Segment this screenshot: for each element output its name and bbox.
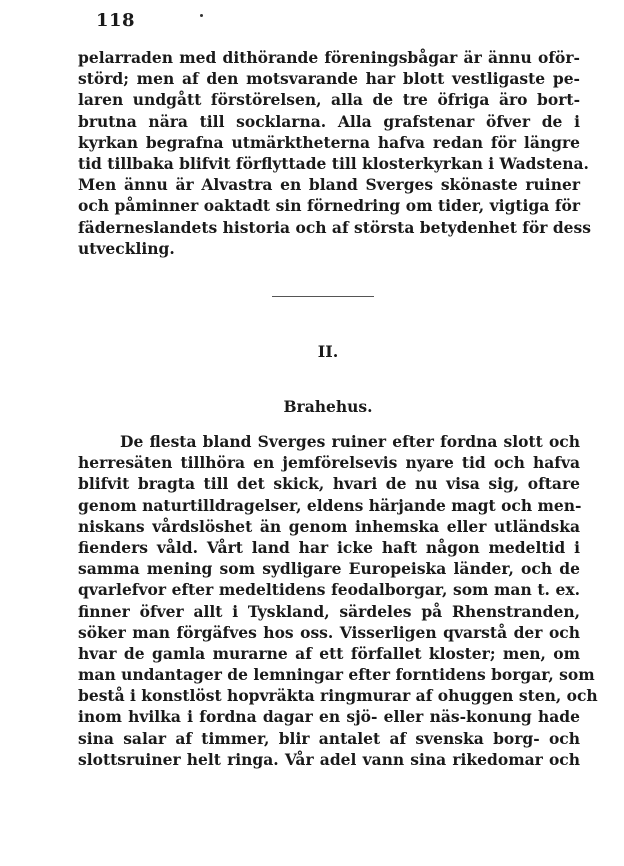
text-line: pelarraden med dithörande föreningsbågar är ännu oför- — [78, 48, 580, 67]
section-divider — [272, 296, 374, 297]
text-line: hvar de gamla murarne af ett förfallet kloster; men, om — [78, 643, 580, 663]
text-line: störd; men af den motsvarande har blott vestligaste pe- — [78, 69, 580, 89]
text-line: och påminner oaktadt sin förnedring om tider, vigtiga för — [78, 196, 580, 216]
text-line: söker man förgäfves hos oss. Visserligen qvarstå der och — [78, 622, 580, 642]
paragraph-1 — [78, 47, 591, 259]
text-line: man undantager de lemningar efter forntidens borgar, som — [78, 665, 595, 685]
text-line: blifvit bragta till det skick, hvari de nu visa sig, oftare — [78, 474, 580, 494]
section-number: II. — [317, 342, 339, 361]
paragraph-2 — [78, 431, 598, 770]
text-line: kyrkan begrafna utmärktheterna hafva redan för längre — [78, 132, 580, 152]
section-title: Brahehus. — [283, 397, 373, 416]
text-line: bestå i konstlöst hopvräkta ringmurar af ohuggen sten, och — [78, 686, 598, 706]
text-line: fäderneslandets historia och af största betydenhet för dess — [78, 217, 591, 237]
text-line: finner öfver allt i Tyskland, särdeles på Rhenstranden, — [78, 601, 580, 621]
text-line: tid tillbaka blifvit förflyttade till klosterkyrkan i Wadstena. — [78, 153, 589, 173]
text-line: Men ännu är Alvastra en bland Sverges skönaste ruiner — [78, 175, 580, 195]
text-line: inom hvilka i fordna dagar en sjö- eller näs-konung hade — [78, 707, 580, 727]
print-speck — [200, 14, 203, 17]
text-line: De flesta bland Sverges ruiner efter fordna slott och — [120, 432, 580, 451]
text-line: niskans vårdslöshet än genom inhemska eller utländska — [78, 516, 580, 536]
text-line: genom naturtilldragelser, eldens härjande magt och men- — [78, 495, 582, 515]
text-line: utveckling. — [78, 238, 175, 258]
text-line: laren undgått förstörelsen, alla de tre öfriga äro bort- — [78, 90, 580, 110]
text-line: samma mening som sydligare Europeiska länder, och de — [78, 559, 580, 579]
text-line: sina salar af timmer, blir antalet af svenska borg- och — [78, 728, 580, 748]
text-line: brutna nära till socklarna. Alla grafstenar öfver de i — [78, 111, 580, 131]
page-number: 118 — [96, 10, 136, 31]
text-line: slottsruiner helt ringa. Vår adel vann sina rikedomar och — [78, 749, 580, 769]
text-line: qvarlefvor efter medeltidens feodalborgar, som man t. ex. — [78, 580, 580, 600]
text-line: herresäten tillhöra en jemförelsevis nyare tid och hafva — [78, 453, 580, 473]
text-line: fienders våld. Vårt land har icke haft någon medeltid i — [78, 537, 580, 557]
